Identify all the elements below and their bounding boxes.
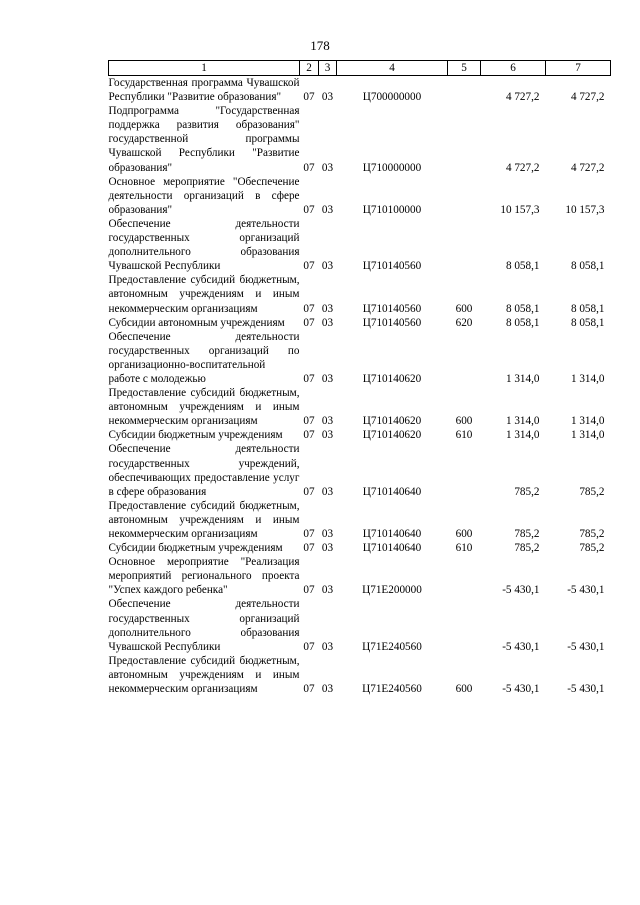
header-col-5: 5 xyxy=(448,61,481,76)
row-amount-2: -5 430,1 xyxy=(567,640,605,653)
row-target-code: Ц710140560 xyxy=(362,302,422,315)
row-name: Обеспечение деятельности государственных организаций дополнительного образования Чувашской Республики xyxy=(108,598,300,653)
header-col-6: 6 xyxy=(481,61,546,76)
row-subsection: 03 xyxy=(321,485,334,498)
row-amount-1: 785,2 xyxy=(514,485,540,498)
row-target-code: Ц710140560 xyxy=(362,260,422,273)
row-amount-1: 4 727,2 xyxy=(505,91,540,104)
row-expense-type xyxy=(448,442,481,498)
row-name: Обеспечение деятельности государственных организаций дополнительного образования Чувашской Республики xyxy=(108,217,300,273)
row-section: 07 xyxy=(303,302,315,315)
row-amount-2: -5 430,1 xyxy=(567,683,605,696)
row-subsection: 03 xyxy=(321,302,334,315)
row-section: 07 xyxy=(303,640,315,653)
row-expense-type xyxy=(448,597,481,653)
row-section: 07 xyxy=(303,203,315,216)
row-section: 07 xyxy=(303,584,315,597)
row-expense-type xyxy=(448,217,481,273)
table-body xyxy=(109,76,611,697)
row-target-code: Ц710000000 xyxy=(362,161,422,174)
row-target-code: Ц71Е240560 xyxy=(362,640,422,653)
row-section: 07 xyxy=(303,429,315,442)
row-amount-2: 1 314,0 xyxy=(570,429,605,442)
header-col-2: 2 xyxy=(300,61,319,76)
row-target-code: Ц710140620 xyxy=(362,372,422,385)
page-number: 178 xyxy=(310,38,330,53)
row-name: Субсидии бюджетным учреждениям xyxy=(108,542,283,555)
table-row xyxy=(109,104,611,174)
row-subsection: 03 xyxy=(321,161,334,174)
row-amount-1: -5 430,1 xyxy=(502,640,540,653)
row-name: Предоставление субсидий бюджетным, автономным учреждениям и иным некоммерческим организациям xyxy=(108,387,300,428)
row-subsection: 03 xyxy=(321,528,334,540)
table-row xyxy=(109,330,611,386)
table-row xyxy=(109,175,611,217)
header-row xyxy=(109,61,611,76)
table-row xyxy=(109,597,611,653)
table-header xyxy=(109,61,611,76)
table-row xyxy=(109,386,611,428)
header-col-4: 4 xyxy=(337,61,448,76)
table-row xyxy=(109,499,611,541)
row-target-code: Ц710140560 xyxy=(362,316,422,329)
row-section: 07 xyxy=(303,316,315,329)
row-amount-1: 10 157,3 xyxy=(500,203,540,216)
row-target-code: Ц71Е200000 xyxy=(362,584,422,597)
row-expense-type xyxy=(448,330,481,386)
row-amount-1: 8 058,1 xyxy=(505,260,540,273)
header-col-7: 7 xyxy=(546,61,611,76)
row-name: Основное мероприятие "Обеспечение деятельности организаций в сфере образования" xyxy=(108,175,300,216)
row-expense-type: 600 xyxy=(455,415,473,428)
row-subsection: 03 xyxy=(321,91,334,104)
row-name: Предоставление субсидий бюджетным, автономным учреждениям и иным некоммерческим организациям xyxy=(108,499,300,540)
row-name: Предоставление субсидий бюджетным, автономным учреждениям и иным некоммерческим организациям xyxy=(108,274,300,315)
row-amount-1: 8 058,1 xyxy=(505,316,540,329)
row-subsection: 03 xyxy=(321,415,334,428)
row-section: 07 xyxy=(303,260,315,273)
row-amount-1: 4 727,2 xyxy=(505,161,540,174)
row-name: Субсидии бюджетным учреждениям xyxy=(108,429,283,442)
row-amount-1: 1 314,0 xyxy=(505,372,540,385)
row-section: 07 xyxy=(303,372,315,385)
row-amount-2: -5 430,1 xyxy=(567,584,605,597)
table-row xyxy=(109,654,611,696)
row-expense-type: 600 xyxy=(455,683,473,696)
row-amount-2: 785,2 xyxy=(579,542,605,555)
row-target-code: Ц710140640 xyxy=(362,528,422,540)
row-expense-type xyxy=(448,555,481,597)
row-expense-type xyxy=(448,104,481,174)
row-expense-type: 620 xyxy=(455,316,473,329)
budget-table xyxy=(108,60,611,696)
row-target-code: Ц710140640 xyxy=(362,485,422,498)
row-expense-type: 600 xyxy=(455,302,473,315)
header-col-3: 3 xyxy=(319,61,337,76)
row-subsection: 03 xyxy=(321,584,334,597)
row-section: 07 xyxy=(303,91,315,104)
row-subsection: 03 xyxy=(321,640,334,653)
row-target-code: Ц710140640 xyxy=(362,542,422,555)
row-name: Субсидии автономным учреждениям xyxy=(108,316,285,329)
row-subsection: 03 xyxy=(321,372,334,385)
row-target-code: Ц710140620 xyxy=(362,415,422,428)
row-name: Подпрограмма "Государственная поддержка развития образования" государственной программы Чувашской Республики "Развитие образования" xyxy=(108,105,300,174)
row-target-code: Ц700000000 xyxy=(362,91,422,104)
table-row xyxy=(109,442,611,498)
row-amount-2: 8 058,1 xyxy=(570,316,605,329)
row-amount-2: 8 058,1 xyxy=(570,260,605,273)
row-expense-type xyxy=(448,175,481,217)
row-section: 07 xyxy=(303,485,315,498)
row-subsection: 03 xyxy=(321,542,334,555)
row-target-code: Ц710140620 xyxy=(362,429,422,442)
row-section: 07 xyxy=(303,542,315,555)
row-amount-1: 8 058,1 xyxy=(505,302,540,315)
row-amount-2: 4 727,2 xyxy=(570,91,605,104)
row-name: Государственная программа Чувашской Республики "Развитие образования" xyxy=(108,77,300,104)
row-amount-2: 785,2 xyxy=(579,485,605,498)
row-section: 07 xyxy=(303,161,315,174)
header-col-1: 1 xyxy=(109,61,300,76)
row-expense-type: 610 xyxy=(455,429,473,442)
row-section: 07 xyxy=(303,528,315,540)
row-section: 07 xyxy=(303,415,315,428)
row-name: Обеспечение деятельности государственных организаций по организационно-воспитательной работе с молодежью xyxy=(108,330,300,385)
row-expense-type: 600 xyxy=(455,528,473,540)
row-name: Предоставление субсидий бюджетным, автономным учреждениям и иным некоммерческим организациям xyxy=(108,654,300,696)
row-name: Основное мероприятие "Реализация мероприятий регионального проекта "Успех каждого ребенка" xyxy=(108,556,300,597)
row-amount-2: 10 157,3 xyxy=(565,203,605,216)
row-subsection: 03 xyxy=(321,429,334,442)
row-amount-2: 4 727,2 xyxy=(570,161,605,174)
row-subsection: 03 xyxy=(321,683,334,696)
row-amount-1: -5 430,1 xyxy=(502,683,540,696)
table-row xyxy=(109,273,611,315)
row-section: 07 xyxy=(303,683,315,696)
row-subsection: 03 xyxy=(321,316,334,329)
row-amount-1: 785,2 xyxy=(514,528,540,540)
row-amount-2: 785,2 xyxy=(579,528,605,540)
row-amount-2: 1 314,0 xyxy=(570,415,605,428)
row-expense-type: 610 xyxy=(455,542,473,555)
table-row xyxy=(109,555,611,597)
table-row xyxy=(109,76,611,105)
row-amount-1: 1 314,0 xyxy=(505,429,540,442)
table-row xyxy=(109,316,611,330)
row-subsection: 03 xyxy=(321,260,334,273)
table-row xyxy=(109,541,611,555)
row-amount-1: -5 430,1 xyxy=(502,584,540,597)
row-amount-1: 1 314,0 xyxy=(505,415,540,428)
table-row xyxy=(109,428,611,442)
table-row xyxy=(109,217,611,273)
row-amount-2: 1 314,0 xyxy=(570,372,605,385)
row-name: Обеспечение деятельности государственных учреждений, обеспечивающих предоставление услуг в сфере образования xyxy=(108,443,300,498)
row-amount-1: 785,2 xyxy=(514,542,540,555)
row-subsection: 03 xyxy=(321,203,334,216)
row-expense-type xyxy=(448,76,481,105)
row-amount-2: 8 058,1 xyxy=(570,302,605,315)
row-target-code: Ц710100000 xyxy=(362,203,422,216)
row-target-code: Ц71Е240560 xyxy=(362,683,422,696)
